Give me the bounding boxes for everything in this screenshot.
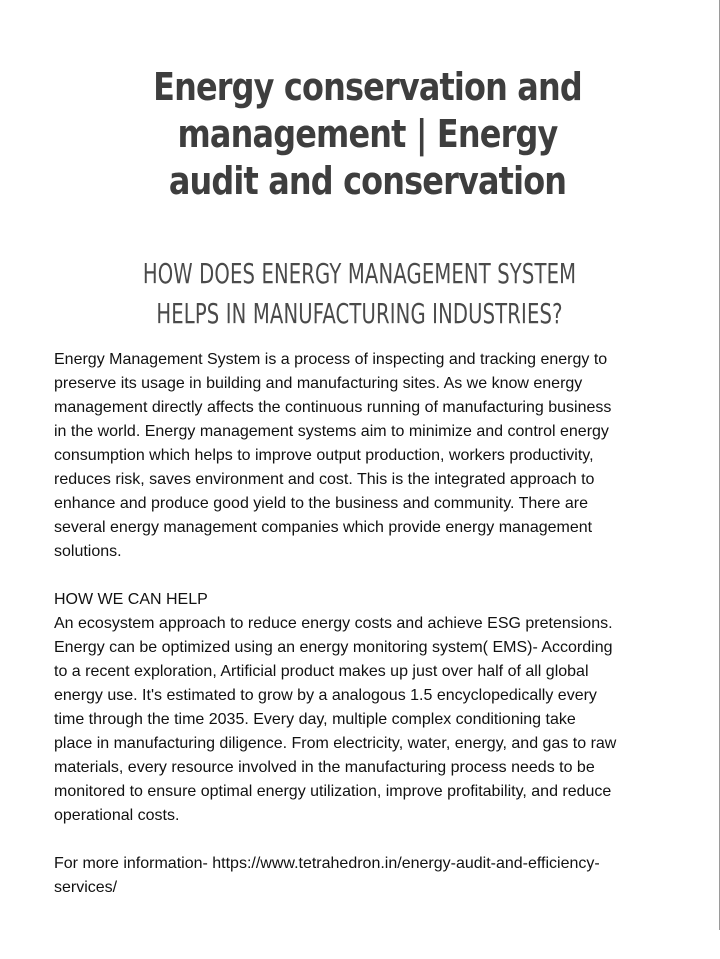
section-heading: HOW WE CAN HELP — [54, 591, 208, 608]
subtitle-line: HOW DOES ENERGY MANAGEMENT SYSTEM — [142, 257, 577, 290]
intro-paragraph: Energy Management System is a process of inspecting and tracking energy to preserve its usage in building and manufacturing sites. As we know energy management directly affects the continuous running of manufacturing business in the world. Energy management systems aim to minimize and control energy consumption which helps to improve output production, workers productivity, reduces risk, saves environment and cost. This is the integrated approach to enhance and produce good yield to the business and community. There are several energy management companies which provide energy management solutions. — [54, 351, 612, 560]
subtitle-line: HELPS IN MANUFACTURING INDUSTRIES? — [156, 297, 563, 330]
paragraph-gap — [54, 564, 682, 588]
title-line: audit and conservation — [168, 159, 567, 203]
document-subtitle — [0, 254, 719, 334]
body-text — [54, 348, 682, 900]
title-line: Energy conservation and — [153, 65, 582, 109]
more-info-link[interactable]: For more information- https://www.tetrahedron.in/energy-audit-and-efficiency- services/ — [54, 855, 600, 896]
help-paragraph: An ecosystem approach to reduce energy costs and achieve ESG pretensions. Energy can be optimized using an energy monitoring system( EMS)- According to a recent exploration, Artificial product makes up just over half of all global energy use. It's estimated to grow by a analogous 1.5 encyclopedically every time through the time 2035. Every day, multiple complex conditioning take place in manufacturing diligence. From electricity, water, energy, and gas to raw materials, every resource involved in the manufacturing process needs to be monitored to ensure optimal energy utilization, improve profitability, and reduce operational costs. — [54, 615, 617, 824]
paragraph-gap — [54, 828, 682, 852]
document-title — [0, 64, 720, 205]
title-line: management | Energy — [177, 112, 558, 156]
